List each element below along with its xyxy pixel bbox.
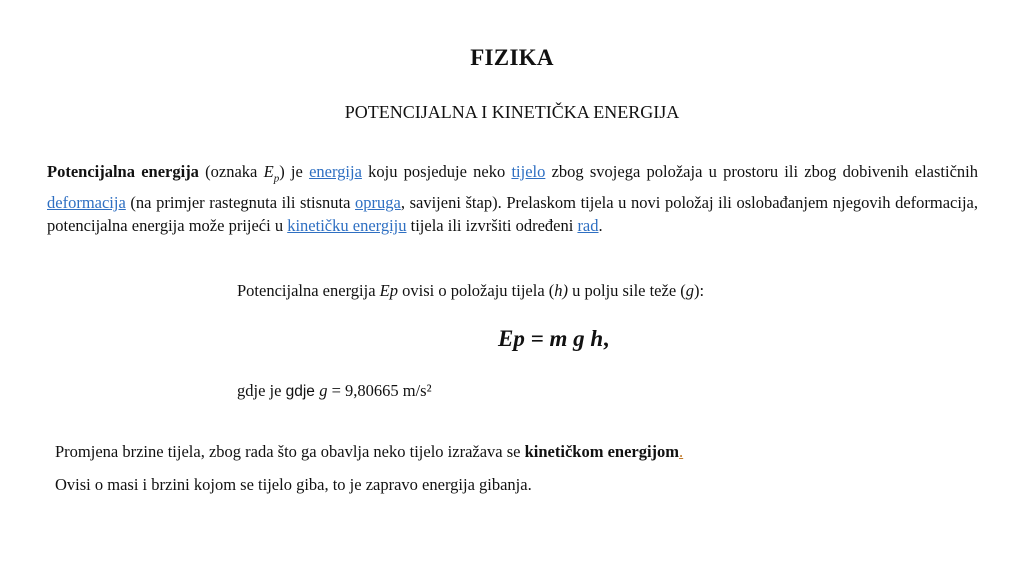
symbol-subscript: p (273, 172, 280, 185)
symbol-e: E (263, 162, 274, 181)
formula-potential-energy (498, 326, 609, 352)
term-potential-energy: Potencijalna energija (47, 162, 199, 181)
text-segment: u polju sile teže ( (568, 281, 686, 300)
link-opruga[interactable]: opruga (355, 192, 401, 212)
term-kinetic-energy: kinetičkom energijom (524, 442, 680, 461)
symbol-ep-inline: Ep (379, 281, 398, 300)
text-segment: (na primjer rastegnuta ili stisnuta (125, 192, 356, 212)
link-deformacija[interactable]: deformacija (47, 192, 126, 212)
text-segment: . (598, 216, 603, 236)
text-segment: ovisi o položaju tijela ( (398, 281, 555, 300)
text-segment: Potencijalna energija (237, 281, 380, 300)
formula-comma: , (603, 326, 609, 351)
link-kineticka-energija[interactable]: kinetičku energiju (287, 216, 407, 236)
link-energija[interactable]: energija (309, 162, 362, 181)
potential-energy-dependence (237, 281, 704, 301)
kinetic-energy-description: Ovisi o masi i brzini kojom se tijelo giba, to je zapravo energija gibanja. (55, 475, 532, 494)
gravity-value: = 9,80665 m/s² (327, 381, 432, 400)
text-segment: , savijeni štap). Prelaskom tijela u novi položaj ili oslobađanjem njegovih deformacija, potencijalna energija može prijeći u (47, 192, 978, 236)
symbol-h: h) (554, 281, 569, 300)
page-title: FIZIKA (470, 45, 554, 70)
text-period: . (679, 442, 684, 461)
text-segment: ) je (279, 162, 310, 181)
gravity-constant-line (237, 381, 432, 401)
symbol-g: g (685, 281, 695, 300)
symbol-g: g (319, 381, 328, 400)
link-tijelo[interactable]: tijelo (511, 162, 546, 181)
text-segment: koju posjeduje neko (361, 162, 512, 181)
page-subtitle: POTENCIJALNA I KINETIČKA ENERGIJA (344, 102, 680, 122)
text-segment: gdje je (237, 381, 286, 400)
kinetic-energy-intro (55, 442, 683, 462)
text-segment: (oznaka (198, 162, 264, 181)
link-rad[interactable]: rad (577, 216, 599, 236)
formula-expression: Ep = m g h (498, 326, 604, 351)
text-segment: zbog svojega položaja u prostoru ili zbog dobivenih elastičnih (545, 162, 979, 181)
text-segment-sans: gdje (285, 383, 320, 400)
text-segment: ): (694, 281, 705, 300)
text-segment: Promjena brzine tijela, zbog rada što ga obavlja neko tijelo izražava se (55, 442, 525, 461)
text-segment: tijela ili izvršiti određeni (406, 216, 578, 236)
symbol-ep (263, 162, 280, 185)
potential-energy-definition (47, 160, 978, 238)
